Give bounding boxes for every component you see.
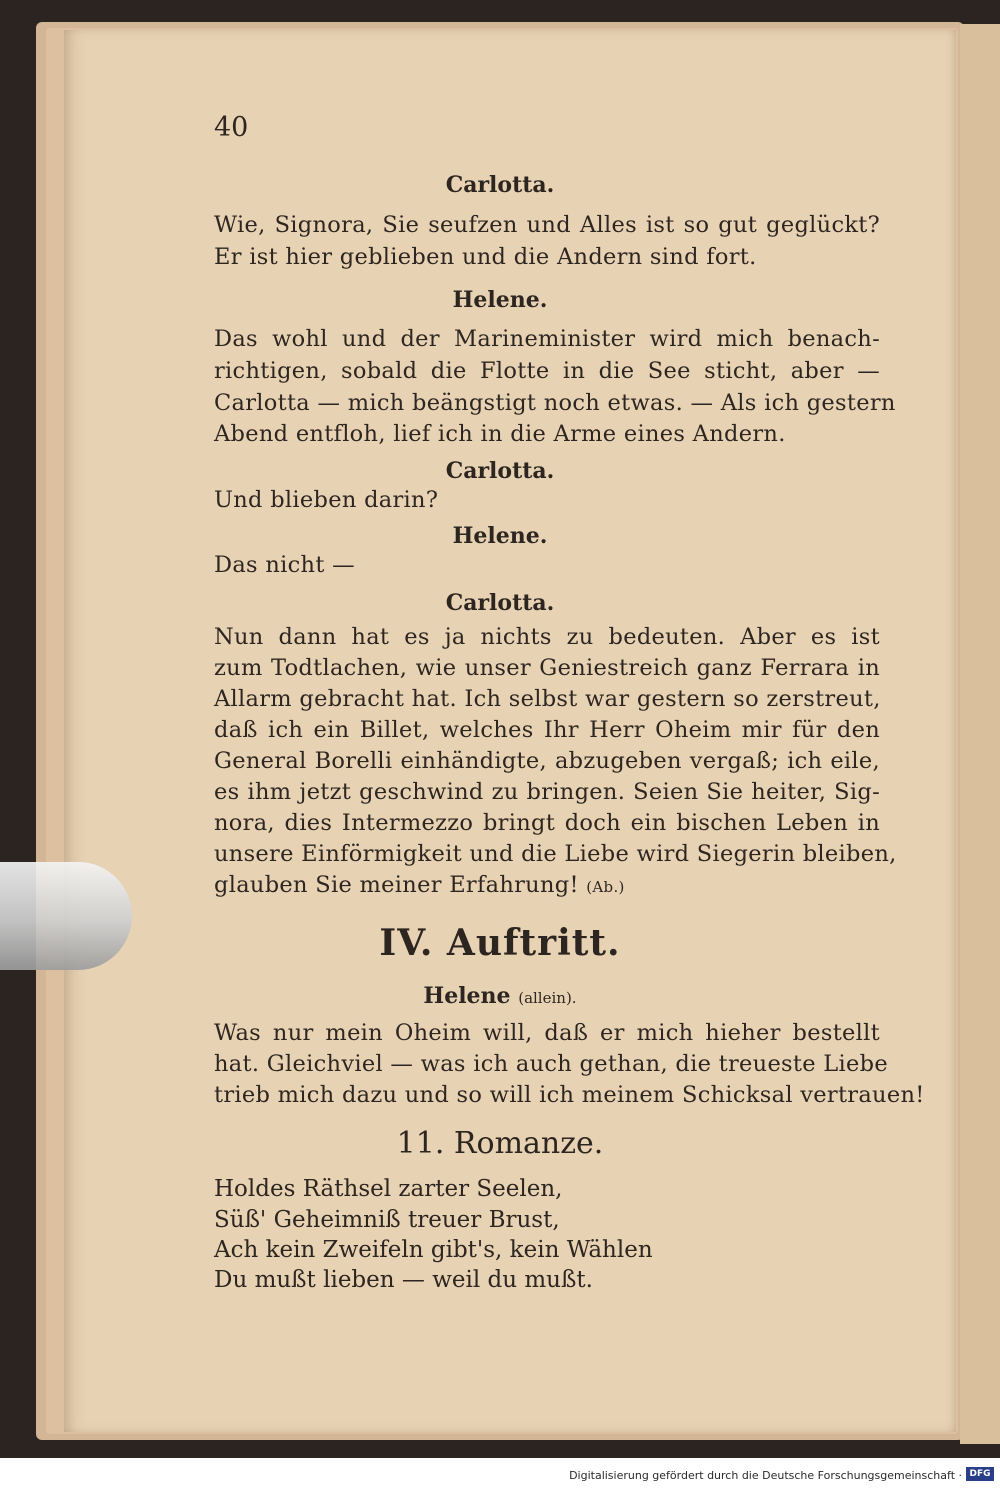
text-line: Er ist hier geblieben und die Andern sind fort. — [214, 244, 757, 270]
verse-line: Süß' Geheimniß treuer Brust, — [214, 1207, 560, 1233]
speaker-helene-allein — [0, 983, 1000, 1009]
text-line: unsere Einförmigkeit und die Liebe wird Siegerin bleiben, — [214, 841, 897, 867]
romanze-title: 11. Romanze. — [396, 1126, 604, 1161]
text-line: Allarm gebracht hat. Ich selbst war gestern so zerstreut, — [214, 686, 881, 712]
speaker-helene: Helene. — [452, 287, 548, 313]
text-line: Wie, Signora, Sie seufzen und Alles ist so gut geglückt? — [214, 212, 880, 238]
last-line-text: glauben Sie meiner Erfahrung! — [214, 872, 579, 898]
scene-title: IV. Auftritt. — [379, 922, 621, 964]
speaker-name: Helene — [423, 983, 511, 1009]
dfg-logo: DFG — [966, 1467, 994, 1481]
speaker-carlotta: Carlotta. — [445, 590, 555, 616]
text-line: Das nicht — — [214, 552, 355, 578]
text-line: daß ich ein Billet, welches Ihr Herr Oheim mir für den — [214, 717, 880, 743]
speaker-carlotta: Carlotta. — [445, 458, 555, 484]
verse-line: Holdes Räthsel zarter Seelen, — [214, 1176, 563, 1202]
stage-direction: (Ab.) — [586, 878, 625, 896]
facing-page-edge — [960, 24, 1000, 1444]
text-line: Und blieben darin? — [214, 487, 439, 513]
text-line: nora, dies Intermezzo bringt doch ein bischen Leben in — [214, 810, 880, 836]
text-line: Nun dann hat es ja nichts zu bedeuten. Aber es ist — [214, 624, 880, 650]
speaker-helene: Helene. — [452, 523, 548, 549]
digitization-credit: Digitalisierung gefördert durch die Deutsche Forschungsgemeinschaft · — [569, 1469, 962, 1482]
text-line: Carlotta — mich beängstigt noch etwas. — Als ich gestern — [214, 390, 896, 416]
text-line: trieb mich dazu und so will ich meinem Schicksal vertrauen! — [214, 1082, 925, 1108]
text-line: General Borelli einhändigte, abzugeben vergaß; ich eile, — [214, 748, 880, 774]
text-line: richtigen, sobald die Flotte in die See sticht, aber — — [214, 358, 880, 384]
verse-line: Ach kein Zweifeln gibt's, kein Wählen — [214, 1237, 653, 1263]
text-line: Das wohl und der Marineminister wird mich benach- — [214, 326, 880, 352]
speaker-carlotta: Carlotta. — [445, 172, 555, 198]
verse-line: Du mußt lieben — weil du mußt. — [214, 1267, 593, 1293]
speaker-note: (allein). — [518, 989, 577, 1007]
text-line: es ihm jetzt geschwind zu bringen. Seien Sie heiter, Sig- — [214, 779, 880, 805]
text-line: Was nur mein Oheim will, daß er mich hieher bestellt — [214, 1020, 880, 1046]
text-line: Abend entfloh, lief ich in die Arme eines Andern. — [214, 421, 786, 447]
text-line: hat. Gleichviel — was ich auch gethan, die treueste Liebe — [214, 1051, 888, 1077]
text-line — [214, 872, 625, 898]
text-line: zum Todtlachen, wie unser Geniestreich ganz Ferrara in — [214, 655, 880, 681]
page-number: 40 — [214, 112, 249, 143]
